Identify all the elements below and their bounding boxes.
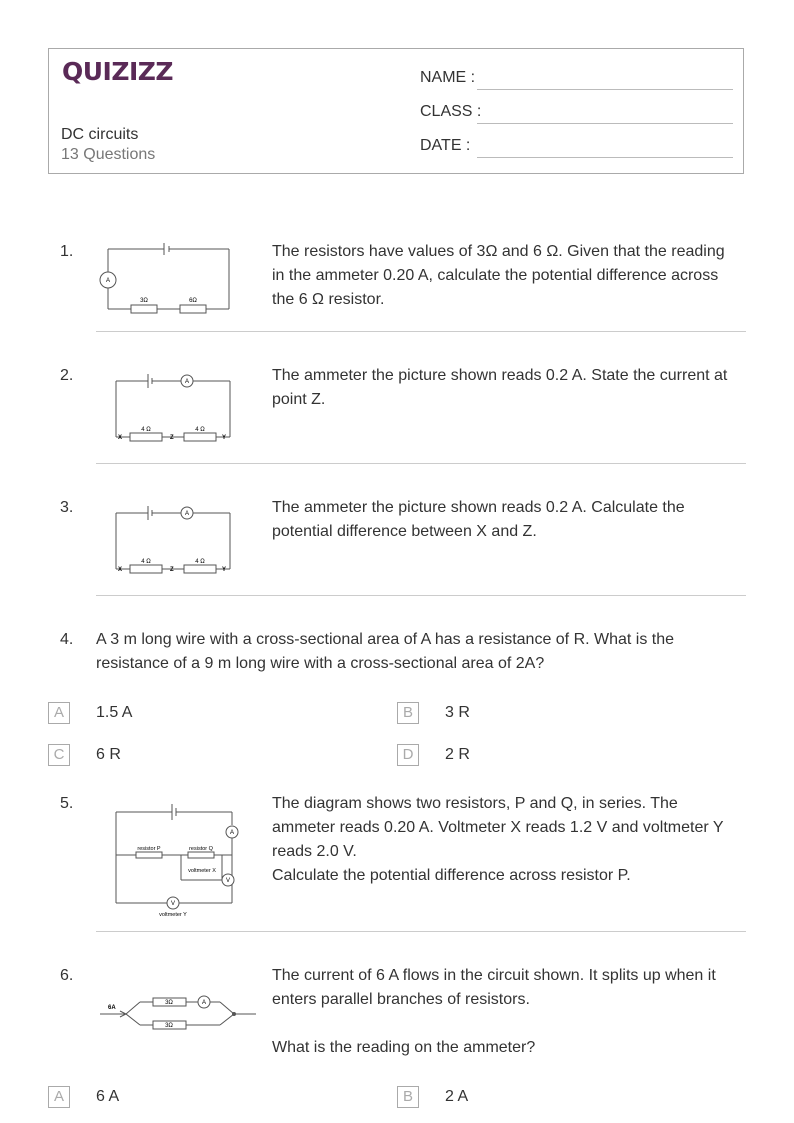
question-text: The resistors have values of 3Ω and 6 Ω. Given that the reading in the ammeter 0.20 A, calculate the potential difference across the 6 Ω resistor. [272, 243, 725, 308]
question-number: 4. [60, 631, 74, 648]
option-letter-box[interactable]: B [397, 1086, 419, 1108]
resistor-label: 4 Ω [141, 427, 151, 433]
question-text: A 3 m long wire with a cross-sectional area of A has a resistance of R. What is the resistance of a 9 m long wire with a cross-sectional area of 2A? [96, 631, 675, 672]
ammeter-symbol: A [184, 379, 190, 385]
name-field[interactable] [477, 89, 733, 90]
question-divider [96, 331, 746, 332]
question-number: 6. [60, 967, 74, 984]
worksheet-title: DC circuits [61, 126, 139, 143]
option-letter-box[interactable]: B [397, 702, 419, 724]
voltmeter-x-label: voltmeter X [188, 868, 216, 874]
question-number: 5. [60, 795, 74, 812]
option-letter-box[interactable]: C [48, 744, 70, 766]
resistor-label: 3Ω [165, 1023, 173, 1029]
resistor-label: 3Ω [165, 1000, 173, 1006]
question-count: 13 Questions [61, 146, 156, 163]
resistor-label: 4 Ω [141, 559, 151, 565]
worksheet-header [48, 48, 744, 174]
class-label: CLASS : [420, 103, 482, 120]
option-text[interactable]: 1.5 A [96, 704, 133, 721]
quizizz-logo: QUIZIZZ [62, 57, 174, 86]
date-field[interactable] [477, 157, 733, 158]
resistor-p-label: resistor P [137, 846, 161, 852]
circuit-diagram-3 [112, 502, 236, 580]
point-y-label: Y [222, 567, 227, 573]
option-letter-box[interactable]: D [397, 744, 419, 766]
voltmeter-y-label: voltmeter Y [159, 912, 187, 918]
resistor-q-label: resistor Q [189, 846, 213, 852]
junction-dot [232, 1012, 236, 1016]
circuit-diagram-5 [110, 798, 240, 920]
question-text: The diagram shows two resistors, P and Q, in series. The ammeter reads 0.20 A. Voltmeter X reads 1.2 V and voltmeter Y reads 2.0 V. Calculate the potential difference across resistor P. [272, 795, 724, 884]
circuit-diagram-6 [98, 990, 258, 1040]
point-x-label: X [118, 567, 123, 573]
ammeter-symbol: A [201, 1000, 207, 1006]
question-text: The ammeter the picture shown reads 0.2 A. Calculate the potential difference between X and Z. [272, 499, 685, 540]
option-text[interactable]: 2 A [445, 1088, 469, 1105]
resistor-label: 4 Ω [195, 559, 205, 565]
resistor-label: 6Ω [189, 298, 197, 304]
date-label: DATE : [420, 137, 471, 154]
current-label: 6A [108, 1005, 116, 1011]
ammeter-symbol: A [184, 511, 190, 517]
question-number: 3. [60, 499, 74, 516]
option-letter-box[interactable]: A [48, 1086, 70, 1108]
question-text: The ammeter the picture shown reads 0.2 A. State the current at point Z. [272, 367, 728, 408]
question-number: 1. [60, 243, 74, 260]
name-label: NAME : [420, 69, 476, 86]
resistor-label: 3Ω [140, 298, 148, 304]
option-text[interactable]: 2 R [445, 746, 470, 763]
point-x-label: X [118, 435, 123, 441]
point-z-label: Z [170, 567, 174, 573]
option-text[interactable]: 6 R [96, 746, 121, 763]
ammeter-symbol: A [105, 278, 111, 284]
point-z-label: Z [170, 435, 174, 441]
class-field[interactable] [477, 123, 733, 124]
option-text[interactable]: 6 A [96, 1088, 120, 1105]
circuit-diagram-1 [96, 240, 236, 330]
voltmeter-x-symbol: V [225, 878, 231, 884]
ammeter-symbol: A [229, 830, 235, 836]
question-text: The current of 6 A flows in the circuit shown. It splits up when it enters parallel branches of resistors. What is the reading on the ammeter? [272, 967, 716, 1056]
question-divider [96, 595, 746, 596]
point-y-label: Y [222, 435, 227, 441]
circuit-diagram-2 [112, 370, 236, 448]
option-text[interactable]: 3 R [445, 704, 470, 721]
question-number: 2. [60, 367, 74, 384]
question-divider [96, 463, 746, 464]
question-divider [96, 931, 746, 932]
voltmeter-y-symbol: V [170, 901, 176, 907]
resistor-label: 4 Ω [195, 427, 205, 433]
option-letter-box[interactable]: A [48, 702, 70, 724]
